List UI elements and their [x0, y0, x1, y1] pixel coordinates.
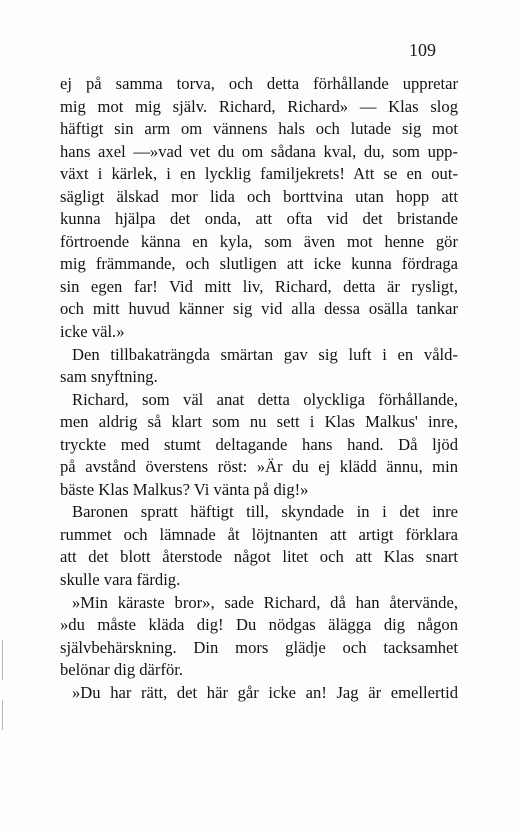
text-line: rummet och lämnade åt löjtnanten att artigt förklara	[60, 524, 458, 544]
text-line: »du måste kläda dig! Du nödgas älägga dig någon	[60, 615, 458, 635]
text-line: att det blott återstode något litet och att Klas snart	[60, 547, 458, 567]
text-line: hans axel —»vad vet du om sådana kval, du, som upp-	[60, 141, 458, 161]
text-line: Baronen spratt häftigt till, skyndade in i det inre	[72, 502, 458, 522]
text-line: »Du har rätt, det här går icke an! Jag är emellertid	[72, 682, 458, 702]
text-line: självbehärskning. Din mors glädje och tacksamhet	[60, 637, 458, 657]
text-line: mig främmande, och slutligen att icke kunna fördraga	[60, 254, 458, 274]
text-line: sägligt älskad mor lida och borttvina utan hopp att	[60, 186, 458, 206]
text-line: på avstånd överstens röst: »Är du ej klädd ännu, min	[60, 457, 458, 477]
text-line: tryckte med stumt deltagande hans hand. Då ljöd	[60, 434, 458, 454]
scan-edge-mark	[2, 700, 3, 730]
text-line: icke väl.»	[60, 322, 125, 342]
text-line: och mitt huvud känner sig vid alla dessa osälla tankar	[60, 299, 458, 319]
text-line: häftigt sin arm om vännens hals och lutade sig mot	[60, 119, 458, 139]
text-line: ej på samma torva, och detta förhållande uppretar	[60, 74, 458, 93]
text-line: »Min käraste bror», sade Richard, då han återvände,	[72, 592, 458, 612]
text-line: skulle vara färdig.	[60, 570, 181, 590]
page-number: 109	[409, 40, 436, 60]
text-line: kunna hjälpa det onda, att ofta vid det bristande	[60, 209, 458, 229]
text-line: sin egen far! Vid mitt liv, Richard, detta är rysligt,	[60, 276, 458, 296]
text-line: sam snyftning.	[60, 367, 158, 387]
text-line: Den tillbakaträngda smärtan gav sig luft i en våld-	[72, 344, 458, 364]
body-text	[60, 73, 458, 704]
text-line: men aldrig så klart som nu sett i Klas Malkus' inre,	[60, 412, 458, 432]
scan-edge-mark	[2, 640, 3, 680]
text-line: förtroende känna en kyla, som även mot henne gör	[60, 231, 458, 251]
text-line: mig mot mig själv. Richard, Richard» — Klas slog	[60, 96, 458, 116]
text-line: bäste Klas Malkus? Vi vänta på dig!»	[60, 479, 309, 499]
text-line: belönar dig därför.	[60, 660, 184, 680]
text-line: Richard, som väl anat detta olyckliga förhållande,	[72, 389, 458, 409]
text-line: växt i kärlek, i en lycklig familjekrets! Att se en out-	[60, 164, 458, 184]
